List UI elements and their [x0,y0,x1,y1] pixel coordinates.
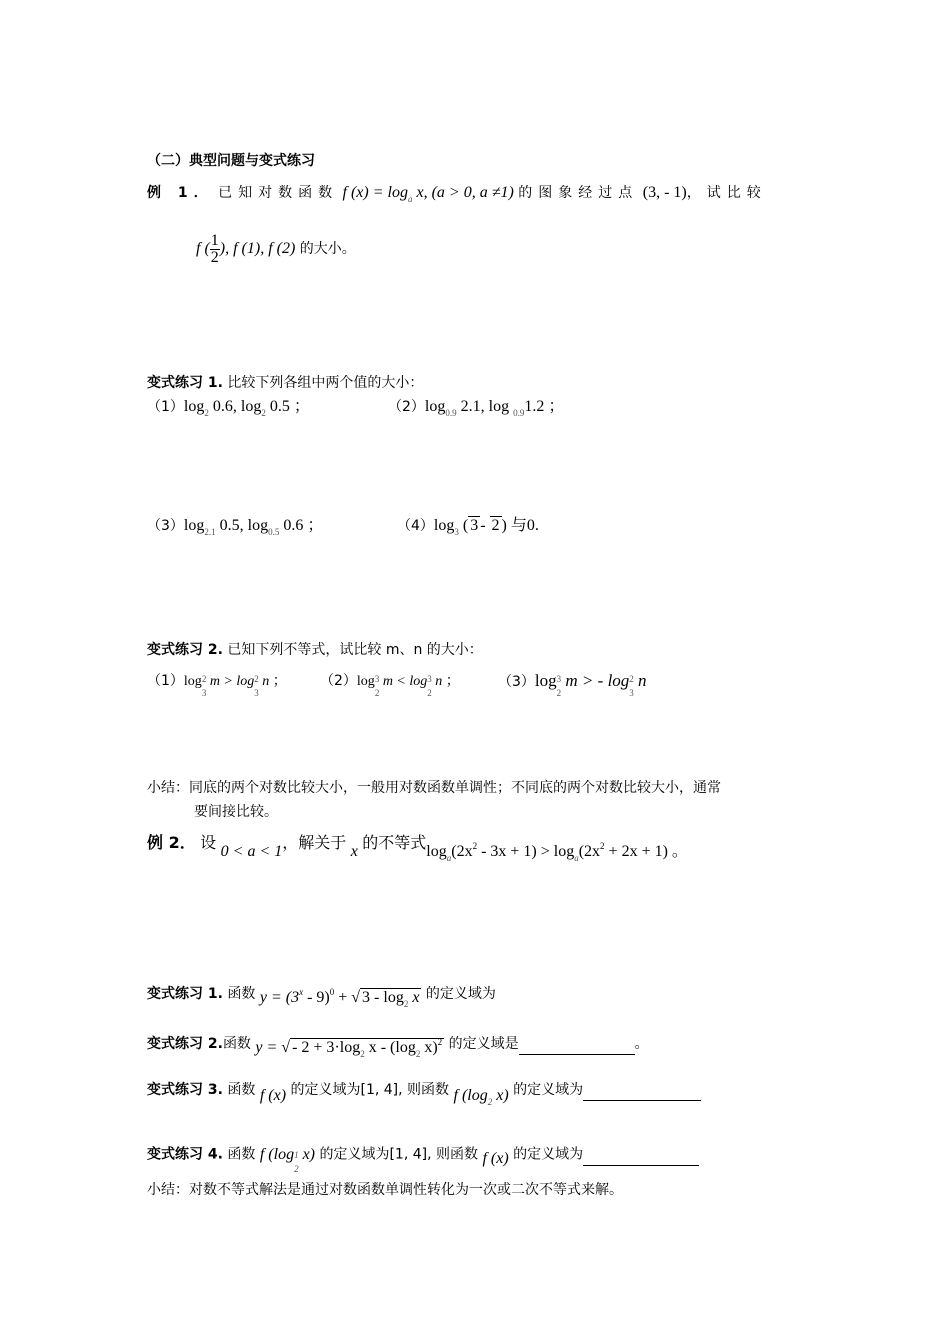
exercise-1-part-4-formula: $\log_3$ ( 3 - 2 ) 与0. [433,517,539,537]
exercise-2-part-2: （2）log 3 2 m < log 3 2 n ； [320,673,460,698]
domain-exercise-3-label: 变式练习 3. [147,1082,223,1098]
domain-exercise-2-formula: y = √ - $2 + 3\cdot\log_2$ x - ($\log_2$ x)$^2$ [255,1037,443,1059]
exercise-1-heading [147,373,423,393]
exercise-2-part-2-formula: log 3 2 m < log 3 2 n ； [356,674,460,698]
exercise-2-part-3: （3）log 3 2 m > - log 2 3 n [498,670,647,698]
summary-2: 小结：对数不等式解法是通过对数函数单调性转化为一次或二次不等式来解。 [147,1182,623,1198]
example-1-compare [196,232,356,266]
example-1-point: (3, - 1) [642,184,687,201]
example-1-text-c: ，试比较 [686,185,767,201]
fraction-one-half: $\frac{1}{2}$ [210,231,219,266]
example-2-condition: 0 < a < 1 [220,843,283,860]
domain-exercise-4-g: f (x) [482,1149,509,1167]
answer-blank-4[interactable] [583,1145,699,1166]
exercise-1-part-1-formula: $\log_2 0.6$, $\log_2 0.5$ ； [183,398,310,418]
domain-exercise-1: 变式练习 1. 函数 $y = (3^x - 9)^0$ + √ $3 - \log_2 x$ 的定义域为 [147,986,496,1009]
example-1-f-rest: ), f (1), f (2) [219,240,296,257]
summary-1-line-2: 要间接比较。 [194,804,278,820]
domain-exercise-2: 变式练习 2.函数 y = √ - $2 + 3\cdot\log_2$ x - ($\log_2$ x)$^2$ 的定义域是 。 [147,1036,649,1059]
example-1 [147,183,767,204]
summary-1-line-1: 小结：同底的两个对数比较大小，一般用对数函数单调性；不同底的两个对数比较大小，通常 [147,780,721,796]
exercise-1-text: 比较下列各组中两个值的大小： [227,375,424,391]
domain-exercise-1-label: 变式练习 1. [147,986,223,1002]
example-2-inequality: $\log_a(2x^2 - 3x + 1) > \log_a(2x^2 + 2x + 1)$ 。 [426,841,688,863]
example-2: 例 2． 设 0 < a < 1，解关于 x 的不等式$\log_a(2x^2 - 3x + 1) > \log_a(2x^2 + 2x + 1)$ 。 [147,833,688,863]
domain-exercise-4-formula: f (log 1 2 x) [259,1145,315,1174]
exercise-2-part-3-formula: log 3 2 m > - log 2 3 n [534,670,647,698]
domain-exercise-3-g: f ($\log_2$ x) [453,1087,509,1107]
exercise-2-text: 已知下列不等式，试比较 m、n 的大小： [227,642,483,658]
answer-blank-3[interactable] [583,1080,701,1101]
exercise-1-part-1: $(1)\log_2$ 0.6, $\log_2 0.5$ ； [147,398,310,418]
domain-exercise-4: 变式练习 4. 函数 f (log 1 2 x) 的定义域为[1, 4], 则函数 f (x) 的定义域为 [147,1134,699,1176]
exercise-1-part-3-formula: $\log_{2.1} 0.5$, $\log_{0.5} 0.6$ ； [183,517,324,537]
exercise-2-part-1: （1）log 2 3 m > log 2 3 n ； [147,673,287,698]
example-1-text-a: 已知对数函数 [218,185,339,201]
domain-exercise-2-label: 变式练习 2. [147,1036,223,1052]
answer-blank-2[interactable] [519,1034,635,1055]
exercise-1-part-3: $(3)\log_{2.1}$ 0.5, $\log_{0.5} 0.6$ ； [147,517,324,537]
example-2-text-3: 的不等式 [362,833,427,852]
example-1-label: 例 1． [147,185,214,201]
example-1-f-prefix: f ( [196,240,210,257]
domain-exercise-3: 变式练习 3. 函数 f (x) 的定义域为[1, 4], 则函数 f ($\log_2$ x) 的定义域为 [147,1080,701,1101]
example-2-variable: x [350,843,358,860]
example-1-text-b: 的图象经过点 [518,185,639,201]
exercise-1-part-2: $(2)\log_{0.9}$ 2.1, log $_{0.9}$1.2 ； [388,398,565,418]
example-2-text-1: 设 [200,833,217,852]
section-title: （二）典型问题与变式练习 [147,153,315,169]
example-1-formula: f $(x) = \log_a x$, (a > 0, a ≠1) [342,184,514,204]
example-2-label: 例 2． [147,833,196,852]
exercise-1-part-2-formula: $\log_{0.9} 2.1$, log $_{0.9}$1.2 ； [424,398,565,418]
exercise-2-label: 变式练习 2. [147,642,223,658]
domain-exercise-4-label: 变式练习 4. [147,1146,223,1163]
domain-exercise-1-formula: $y = (3^x - 9)^0$ + √ $3 - \log_2 x$ [259,987,420,1009]
exercise-2-part-1-formula: log 2 3 m > log 2 3 n ； [183,674,287,698]
exercise-1-label: 变式练习 1. [147,375,223,391]
exercise-2-heading [147,640,483,660]
example-1-text-d: 的大小。 [295,241,356,257]
domain-exercise-3-f: f (x) [259,1087,287,1104]
exercise-1-part-4: $(4)\log_3$ ( 3 - 2 ) 与0. [397,517,539,537]
